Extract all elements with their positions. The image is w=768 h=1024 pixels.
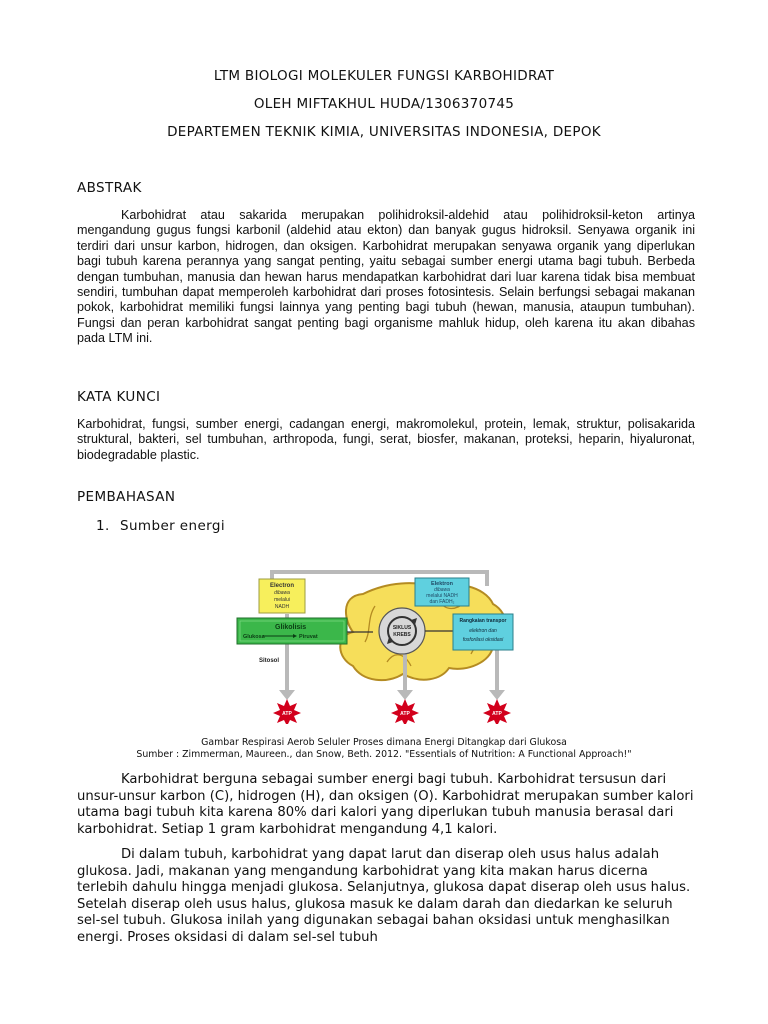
svg-text:Piruvat: Piruvat: [299, 634, 318, 640]
svg-text:dan FADH₂: dan FADH₂: [429, 599, 455, 605]
list-item-title: Sumber energi: [120, 518, 225, 534]
svg-text:Elektron: Elektron: [430, 581, 454, 587]
krebs-cycle: [379, 608, 425, 654]
figure-caption: Gambar Respirasi Aerob Seluler Proses dimana Energi Ditangkap dari Glukosa: [201, 737, 567, 748]
svg-text:melalui: melalui: [274, 597, 290, 603]
glycolysis-box: [237, 618, 347, 644]
cytosol-label: Sitosol: [259, 658, 280, 664]
svg-text:NADH: NADH: [274, 604, 290, 610]
svg-text:Glukosa: Glukosa: [243, 634, 265, 640]
discussion-heading: PEMBAHASAN: [77, 489, 176, 505]
body-paragraph-2: Di dalam tubuh, karbohidrat yang dapat larut dan diserap oleh usus halus adalah glukosa. Jadi, makanan yang mengandung karbohidrat yang kita makan harus dicerna terlebih dahulu hingga menjadi glukosa. Selanjutnya, glukosa dapat diserap oleh usus halus. Setelah diserap oleh usus halus, glukosa masuk ke dalam darah dan diedarkan ke seluruh sel-sel tubuh. Glukosa inilah yang digunakan sebagai bahan oksidasi untuk menghasilkan energi. Proses oksidasi di dalam sel-sel tubuh: [77, 847, 691, 945]
svg-text:SIKLUS: SIKLUS: [392, 625, 412, 631]
svg-text:ATP: ATP: [492, 711, 502, 717]
svg-text:Glikolisis: Glikolisis: [275, 624, 307, 631]
svg-text:dibawa: dibawa: [274, 590, 290, 596]
svg-text:elektron dan: elektron dan: [469, 628, 497, 634]
abstract-paragraph: Karbohidrat atau sakarida merupakan polihidroksil-aldehid atau polihidroksil-keton artinya mengandung gugus fungsi karbonil (aldehid atau ekton) dan banyak gugus hidroksil. Senyawa organik ini terdiri dari unsur karbon, hidrogen, dan oksigen. Karbohidrat merupakan senyawa organik yang diperlukan bagi tubuh karena perannya yang sangat penting, yaitu sebagai sumber energi utama bagi tubuh. Berbeda dengan tumbuhan, manusia dan hewan harus mendapatkan karbohidrat dari luar karena tidak bisa membuat sendiri, tumbuhan dapat memperoleh karbohidrat dari proses fotosintesis. Selain berfungsi sebagai makanan pokok, karbohidrat memiliki fungsi lainnya yang penting bagi tubuh (hewan, manusia, ataupun tumbuhan). Fungsi dan peran karbohidrat sangat penting bagi organisme mahluk hidup, oleh karena itu akan dibahas pada LTM ini.: [77, 208, 695, 346]
svg-text:KREBS: KREBS: [393, 632, 411, 638]
svg-text:ATP: ATP: [400, 711, 410, 717]
atp-burst: [273, 699, 301, 724]
list-item-number: 1.: [96, 518, 110, 534]
document-author: OLEH MIFTAKHUL HUDA/1306370745: [253, 96, 515, 112]
document-title: LTM BIOLOGI MOLEKULER FUNGSI KARBOHIDRAT: [213, 68, 555, 84]
svg-text:ATP: ATP: [282, 711, 292, 717]
body-paragraph-1: Karbohidrat berguna sebagai sumber energi bagi tubuh. Karbohidrat tersusun dari unsur-unsur karbon (C), hidrogen (H), dan oksigen (O). Karbohidrat merupakan sumber kalori utama bagi tubuh kita karena 80% dari kalori yang diperlukan tubuh manusia berasal dari karbohidrat. Setiap 1 gram karbohidrat mengandung 4,1 kalori.: [77, 772, 694, 837]
figure-source: Sumber : Zimmerman, Maureen., dan Snow, Beth. 2012. "Essentials of Nutrition: A Functional Approach!": [136, 749, 632, 760]
abstract-heading: ABSTRAK: [77, 180, 142, 196]
keywords-paragraph: Karbohidrat, fungsi, sumber energi, cadangan energi, makromolekul, protein, lemak, struktur, polisakarida struktural, bakteri, sel tumbuhan, arthropoda, fungi, serat, biosfer, makanan, proteksi, heparin, hiyaluronat, biodegradable plastic.: [77, 417, 695, 462]
document-affiliation: DEPARTEMEN TEKNIK KIMIA, UNIVERSITAS INDONESIA, DEPOK: [167, 124, 601, 140]
atp-burst: [483, 699, 511, 724]
atp-burst: [391, 699, 419, 724]
svg-text:Rangkaian transpor: Rangkaian transpor: [459, 618, 507, 624]
svg-text:fosforilasi oksidasi: fosforilasi oksidasi: [462, 637, 504, 643]
keywords-heading: KATA KUNCI: [77, 389, 161, 405]
svg-text:dibawa: dibawa: [434, 587, 450, 593]
respiration-diagram: [235, 566, 535, 724]
svg-text:Electron: Electron: [269, 583, 295, 589]
svg-text:melalui NADH: melalui NADH: [426, 593, 458, 599]
